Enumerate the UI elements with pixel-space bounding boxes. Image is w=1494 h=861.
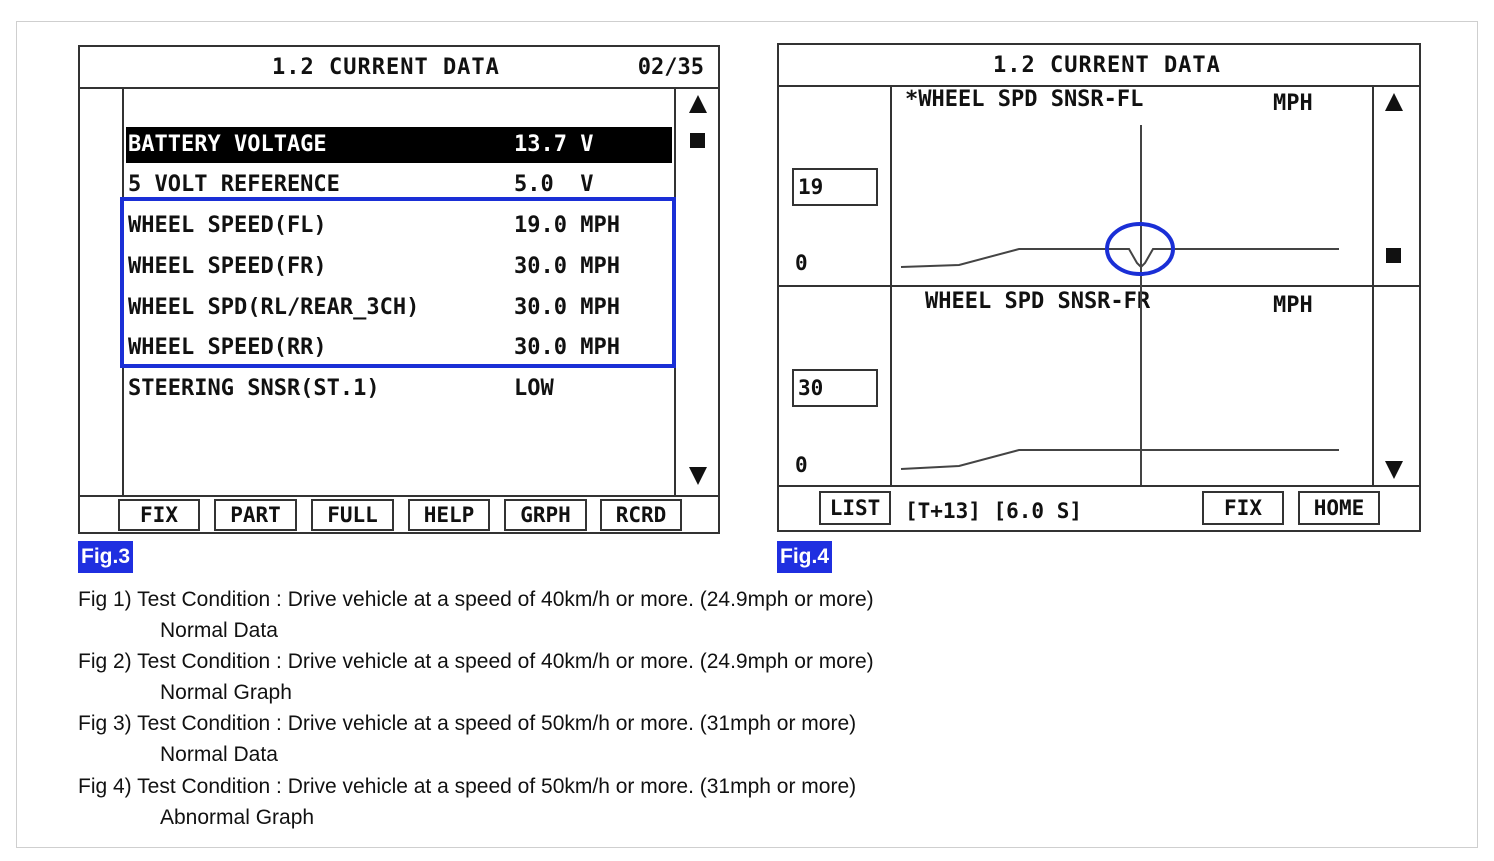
- data-row-battery-voltage[interactable]: [126, 127, 672, 163]
- graph-traces: [779, 45, 1419, 530]
- caption-fig4-result: Abnormal Graph: [160, 806, 315, 829]
- graph1-name: *WHEEL SPD SNSR-FL: [905, 87, 1144, 112]
- record-button[interactable]: RCRD: [600, 499, 682, 531]
- help-button[interactable]: HELP: [408, 499, 490, 531]
- row-label: WHEEL SPEED(FL): [128, 213, 327, 238]
- scroll-up-arrow-icon[interactable]: [1385, 93, 1403, 111]
- time-status-readout: [T+13] [6.0 S]: [905, 499, 1083, 523]
- scroll-up-arrow-icon[interactable]: [689, 95, 707, 113]
- caption-fig3-result: Normal Data: [160, 743, 278, 766]
- row-value: 30.0 MPH: [514, 295, 620, 320]
- graph2-name: WHEEL SPD SNSR-FR: [925, 289, 1151, 314]
- graph1-trace-line: [901, 249, 1339, 267]
- full-button[interactable]: FULL: [311, 499, 394, 531]
- row-value: 30.0 MPH: [514, 335, 620, 360]
- fix-button[interactable]: FIX: [118, 499, 200, 531]
- scroll-down-arrow-icon[interactable]: [1385, 461, 1403, 479]
- row-label: WHEEL SPD(RL/REAR_3CH): [128, 295, 420, 320]
- row-value: 19.0 MPH: [514, 213, 620, 238]
- row-value: 30.0 MPH: [514, 254, 620, 279]
- scroll-thumb-icon[interactable]: [690, 133, 705, 148]
- fig3-page-counter: 02/35: [637, 55, 704, 80]
- caption-fig1-result: Normal Data: [160, 619, 278, 642]
- row-label: BATTERY VOLTAGE: [128, 132, 327, 157]
- fig4-label: Fig.4: [777, 541, 832, 573]
- fig3-button-divider: [80, 495, 718, 497]
- graph1-unit: MPH: [1273, 91, 1313, 116]
- fig3-current-data-screen: [78, 45, 720, 534]
- fig3-title: 1.2 CURRENT DATA: [272, 55, 500, 80]
- graph-button[interactable]: GRPH: [504, 499, 587, 531]
- row-value: 13.7 V: [514, 132, 594, 157]
- row-label: WHEEL SPEED(FR): [128, 254, 327, 279]
- wheel-speed-highlight-box: [120, 197, 676, 368]
- scroll-down-arrow-icon[interactable]: [689, 467, 707, 485]
- fig3-label: Fig.3: [78, 541, 133, 573]
- graph2-trace-line: [901, 450, 1339, 469]
- fig4-title: 1.2 CURRENT DATA: [993, 53, 1221, 78]
- scroll-thumb-icon[interactable]: [1386, 248, 1401, 263]
- row-value: LOW: [514, 376, 554, 401]
- graph2-unit: MPH: [1273, 293, 1313, 318]
- caption-fig2-condition: Fig 2) Test Condition : Drive vehicle at a speed of 40km/h or more. (24.9mph or more): [78, 650, 874, 673]
- caption-fig1-condition: Fig 1) Test Condition : Drive vehicle at a speed of 40km/h or more. (24.9mph or more): [78, 588, 874, 611]
- caption-fig4-condition: Fig 4) Test Condition : Drive vehicle at a speed of 50km/h or more. (31mph or more): [78, 775, 857, 798]
- row-label: WHEEL SPEED(RR): [128, 335, 327, 360]
- fix-button[interactable]: FIX: [1202, 491, 1284, 525]
- graph1-max-value[interactable]: 19: [792, 168, 878, 206]
- row-value: 5.0 V: [514, 172, 594, 197]
- fig4-graph-screen: [777, 43, 1421, 532]
- data-row-steering-snsr[interactable]: [126, 371, 672, 407]
- caption-fig2-result: Normal Graph: [160, 681, 292, 704]
- graph1-min-value: 0: [795, 251, 808, 275]
- caption-fig3-condition: Fig 3) Test Condition : Drive vehicle at a speed of 50km/h or more. (31mph or more): [78, 712, 857, 735]
- list-button[interactable]: LIST: [819, 491, 891, 525]
- graph2-min-value: 0: [795, 453, 808, 477]
- home-button[interactable]: HOME: [1298, 491, 1380, 525]
- graph2-max-value[interactable]: 30: [792, 369, 878, 407]
- part-button[interactable]: PART: [214, 499, 297, 531]
- row-label: 5 VOLT REFERENCE: [128, 172, 340, 197]
- fig3-title-bar: [80, 47, 718, 89]
- row-label: STEERING SNSR(ST.1): [128, 376, 380, 401]
